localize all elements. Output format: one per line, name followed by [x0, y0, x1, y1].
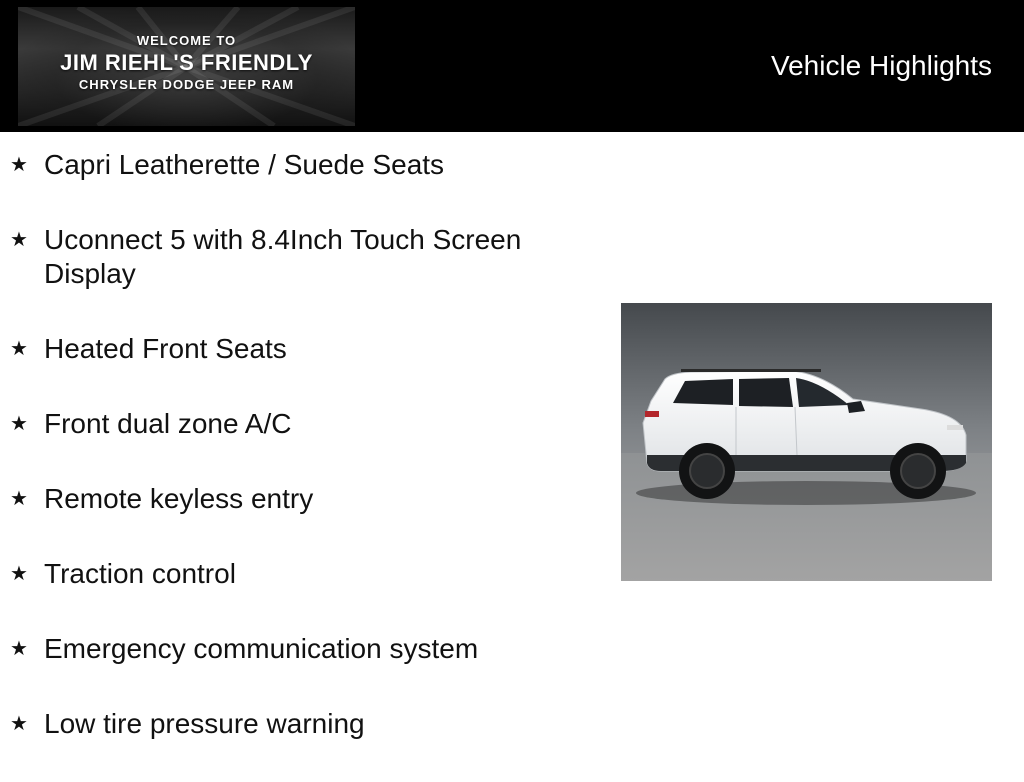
feature-label: Low tire pressure warning: [44, 708, 365, 739]
feature-label: Remote keyless entry: [44, 483, 314, 514]
star-icon: ★: [10, 413, 28, 435]
star-icon: ★: [10, 563, 28, 585]
list-item: [0, 482, 584, 516]
feature-label: Emergency communication system: [44, 633, 479, 664]
star-icon: ★: [10, 488, 28, 510]
list-item: [0, 632, 584, 666]
feature-label: Traction control: [44, 558, 236, 589]
list-item: [0, 148, 584, 182]
list-item: [0, 332, 584, 366]
page-title: Vehicle Highlights: [770, 50, 992, 81]
star-icon: ★: [10, 713, 28, 735]
logo-dealer-name: JIM RIEHL'S FRIENDLY: [60, 50, 313, 75]
suv-illustration: [621, 303, 992, 581]
star-icon: ★: [10, 229, 28, 251]
vehicle-photo[interactable]: [621, 303, 992, 581]
feature-label: Front dual zone A/C: [44, 408, 292, 439]
list-item: [0, 557, 584, 591]
header: [0, 0, 1024, 132]
list-item: [0, 407, 584, 441]
dealer-logo[interactable]: [18, 7, 355, 126]
logo-welcome-text: WELCOME TO: [136, 33, 237, 48]
list-item: [0, 707, 584, 741]
star-icon: ★: [10, 154, 28, 176]
feature-label: Heated Front Seats: [44, 333, 287, 364]
list-item: [0, 223, 584, 291]
star-icon: ★: [10, 638, 28, 660]
logo-brands: CHRYSLER DODGE JEEP RAM: [78, 77, 295, 92]
feature-label: Uconnect 5 with 8.4Inch Touch Screen Display: [44, 224, 522, 289]
feature-label: Capri Leatherette / Suede Seats: [44, 149, 445, 180]
feature-list: [0, 148, 600, 782]
star-icon: ★: [10, 338, 28, 360]
